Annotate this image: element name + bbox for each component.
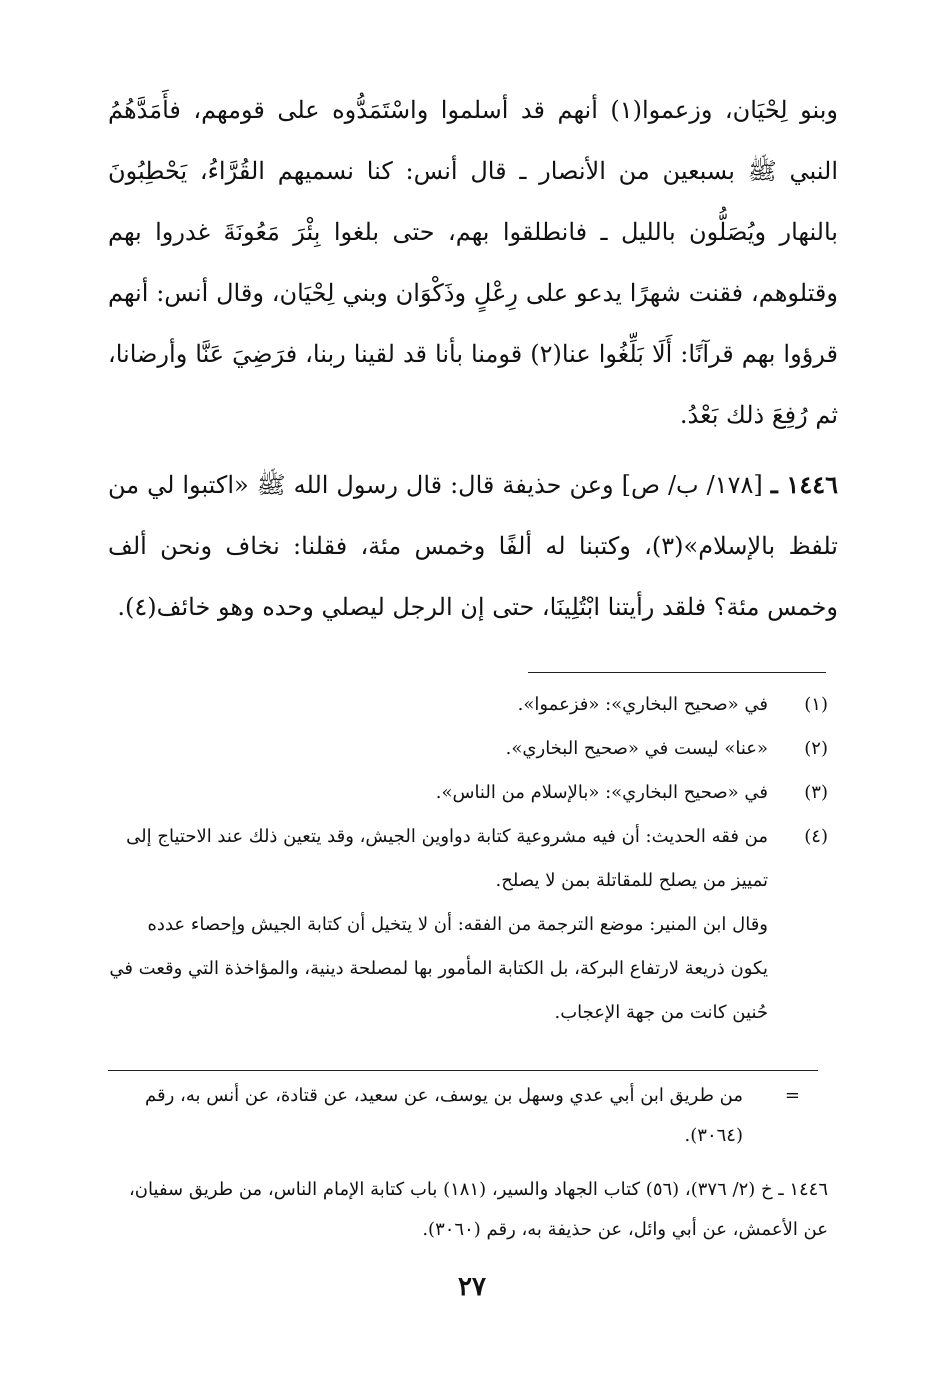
main-text — [108, 80, 838, 638]
footnote-continuation: وقال ابن المنير: موضع الترجمة من الفقه: أن لا يتخيل أن كتابة الجيش وإحصاء عدده يكون ذريعة لارتفاع البركة، بل الكتابة المأمور بها لمصلحة دينية، والمؤاخذة التي وقعت في حُنين كانت من جهة الإعجاب. — [109, 914, 768, 1023]
page-number: ٢٧ — [458, 1272, 486, 1302]
footnote-text: من فقه الحديث: أن فيه مشروعية كتابة دواوين الجيش، وقد يتعين ذلك عند الاحتياج إلى تمييز من يصلح للمقاتلة بمن لا يصلح. — [126, 826, 768, 891]
footnote-separator — [528, 672, 826, 673]
paragraph-2-text: [١٧٨/ ب/ ص] وعن حذيفة قال: قال رسول الله ﷺ «اكتبوا لي من تلفظ بالإسلام»(٣)، وكتبنا له ألفًا وخمس مئة، فقلنا: نخاف ونحن ألف وخمس مئة؟ فلقد رأيتنا ابْتُلِينَا، حتى إن الرجل ليصلي وحده وهو خائف(٤). — [108, 471, 838, 621]
continuation-mark: = — [784, 1085, 800, 1106]
footnote-text: في «صحيح البخاري»: «فزعموا». — [517, 694, 768, 715]
footnotes — [108, 683, 828, 1035]
footnote-number: (١) — [804, 694, 828, 715]
hadith-number: ١٤٤٦ ـ — [770, 470, 838, 499]
footnote-1 — [108, 683, 828, 727]
footnote-text: في «صحيح البخاري»: «بالإسلام من الناس». — [435, 782, 768, 803]
takhrij-separator — [108, 1070, 818, 1071]
footnote-number: (٢) — [804, 738, 828, 759]
takhrij-continuation-text: من طريق ابن أبي عدي وسهل بن يوسف، عن سعيد، عن قتادة، عن أنس به، رقم (٣٠٦٤). — [145, 1085, 743, 1146]
footnote-3 — [108, 771, 828, 815]
footnote-text: «عنا» ليست في «صحيح البخاري». — [505, 738, 768, 759]
footnote-2 — [108, 727, 828, 771]
paragraph-2 — [108, 454, 838, 638]
takhrij-notes — [108, 1076, 828, 1250]
paragraph-1: وبنو لِحْيَان، وزعموا(١) أنهم قد أسلموا واسْتَمَدُّوه على قومهم، فأَمَدَّهُمُ النبي ﷺ بسبعين من الأنصار ـ قال أنس: كنا نسميهم القُرَّاءُ، يَحْطِبُونَ بالنهار ويُصَلُّون بالليل ـ فانطلقوا بهم، حتى بلغوا بِئْرَ مَعُونَةَ غدروا بهم وقتلوهم، فقنت شهرًا يدعو على رِعْلٍ وذَكْوَان وبني لِحْيَان، وقال أنس: أنهم قرؤوا بهم قرآنًا: أَلَا بَلِّغُوا عنا(٢) قومنا بأنا قد لقينا ربنا، فرَضِيَ عَنَّا وأرضانا، ثم رُفِعَ ذلك بَعْدُ. — [108, 96, 839, 429]
takhrij-entry: ١٤٤٦ ـ خ (٢/ ٣٧٦)، (٥٦) كتاب الجهاد والسير، (١٨١) باب كتابة الإمام الناس، من طريق سفيان، عن الأعمش، عن أبي وائل، عن حذيفة به، رقم (٣٠٦٠). — [129, 1179, 828, 1240]
footnote-number: (٣) — [804, 782, 828, 803]
footnote-4 — [108, 815, 828, 1035]
takhrij-continuation — [108, 1076, 828, 1156]
footnote-number: (٤) — [804, 826, 828, 847]
